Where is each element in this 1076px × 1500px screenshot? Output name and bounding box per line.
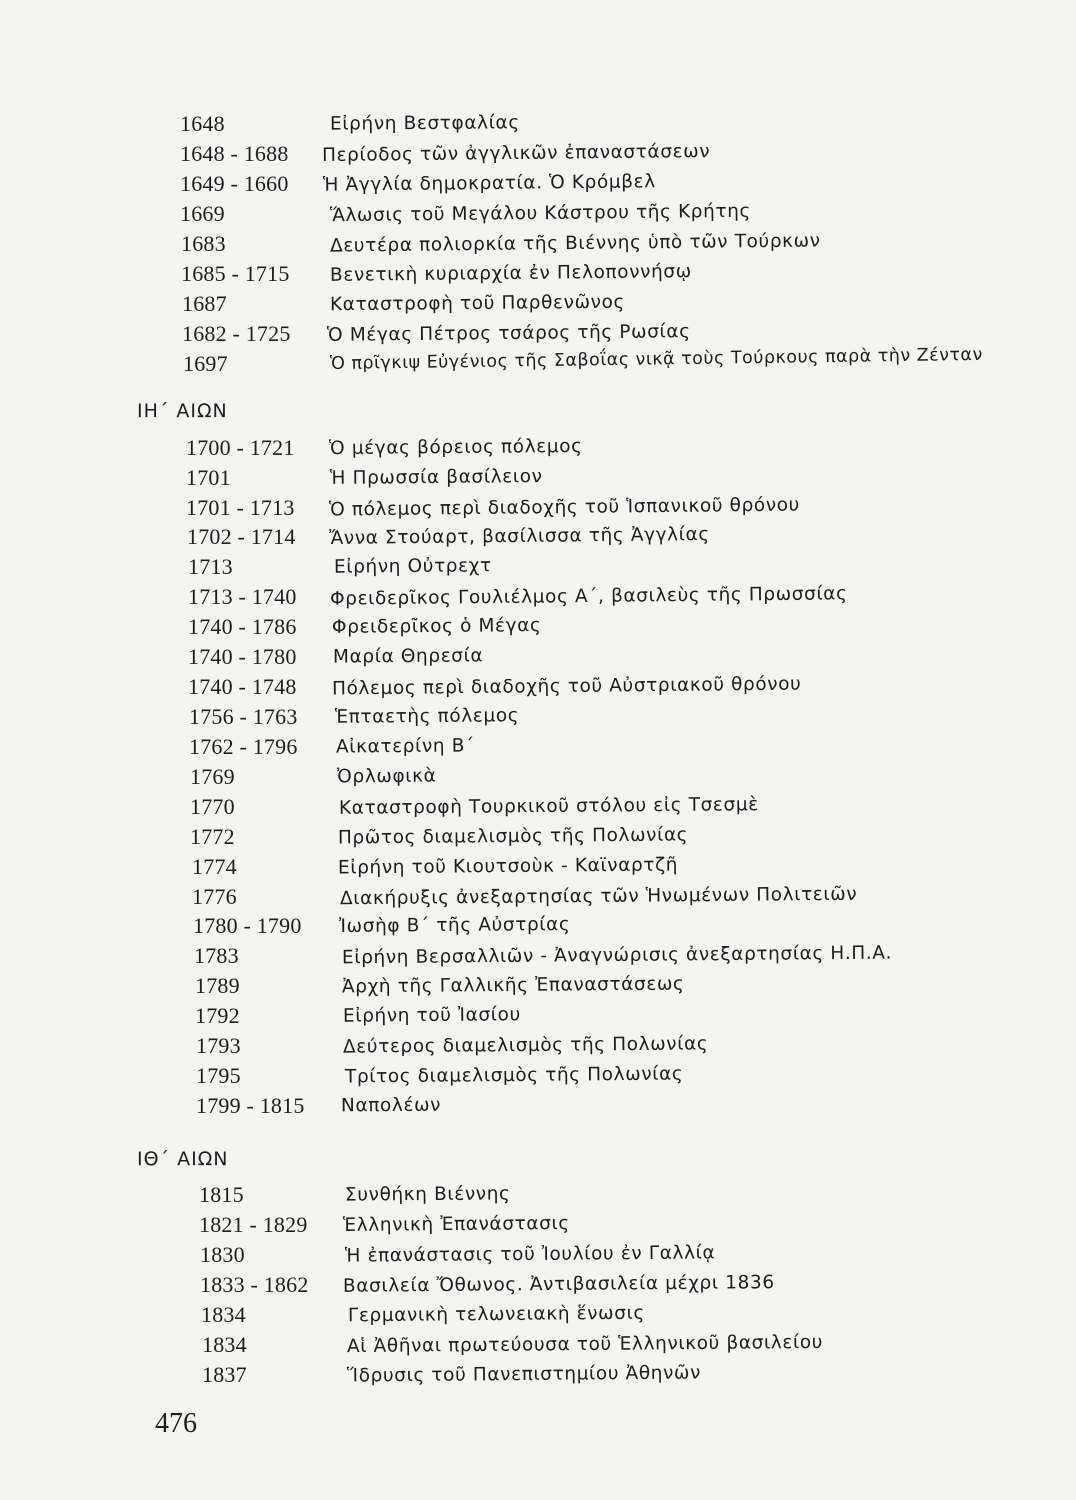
entry-event: Ἀρχὴ τῆς Γαλλικῆς Ἐπαναστάσεως bbox=[341, 973, 685, 998]
entry-date: 1756 - 1763 bbox=[189, 704, 298, 729]
entry-date: 1769 bbox=[190, 764, 235, 789]
entry-event: Ἰωσὴφ Β΄ τῆς Αὐστρίας bbox=[338, 913, 571, 938]
entry-date: 1834 bbox=[202, 1332, 247, 1357]
entry-date: 1783 bbox=[194, 943, 239, 968]
entry-event: Βασιλεία Ὄθωνος. Ἀντιβασιλεία μέχρι 1836 bbox=[342, 1272, 775, 1297]
century-heading: ΙΘ΄ ΑΙΩΝ bbox=[137, 1148, 229, 1170]
entry-date: 1697 bbox=[183, 351, 228, 376]
entry-event: Καταστροφὴ τοῦ Παρθενῶνος bbox=[329, 291, 626, 316]
entry-event: Εἰρήνη Βεστφαλίας bbox=[329, 112, 520, 135]
entry-event: Ἡ ἐπανάστασις τοῦ Ἰουλίου ἐν Γαλλίᾳ bbox=[344, 1242, 716, 1267]
entry-date: 1833 - 1862 bbox=[200, 1272, 309, 1297]
entry-date: 1792 bbox=[195, 1003, 240, 1028]
entry-event: Φρειδερῖκος ὁ Μέγας bbox=[331, 615, 542, 638]
entry-event: Περίοδος τῶν ἀγγλικῶν ἐπαναστάσεων bbox=[321, 140, 711, 167]
entry-event: Ὀρλωφικὰ bbox=[336, 765, 437, 788]
entry-event: Εἰρήνη τοῦ Ἰασίου bbox=[342, 1004, 521, 1027]
entry-date: 1648 - 1688 bbox=[180, 141, 289, 166]
entry-date: 1669 bbox=[180, 201, 225, 226]
entry-event: Ὁ Μέγας Πέτρος τσάρος τῆς Ρωσίας bbox=[326, 321, 691, 346]
entry-date: 1821 - 1829 bbox=[199, 1212, 308, 1237]
entry-event: Ἄννα Στούαρτ, βασίλισσα τῆς Ἀγγλίας bbox=[328, 524, 710, 549]
entry-date: 1700 - 1721 bbox=[186, 435, 295, 460]
entry-event: Συνθήκη Βιέννης bbox=[344, 1183, 511, 1206]
entry-event: Ὁ πόλεμος περὶ διαδοχῆς τοῦ Ἱσπανικοῦ θρόνου bbox=[328, 494, 801, 521]
entry-date: 1780 - 1790 bbox=[193, 913, 302, 938]
entry-date: 1795 bbox=[196, 1063, 241, 1088]
entry-event: Εἰρήνη τοῦ Κιουτσοὺκ - Καϊναρτζῆ bbox=[337, 854, 679, 879]
entry-date: 1687 bbox=[182, 291, 227, 316]
entry-date: 1701 bbox=[186, 465, 231, 490]
entry-date: 1701 - 1713 bbox=[186, 495, 295, 520]
entry-event: Ἅλωσις τοῦ Μεγάλου Κάστρου τῆς Κρήτης bbox=[329, 200, 752, 227]
entry-date: 1648 bbox=[180, 111, 225, 136]
entry-event: Ὁ μέγας βόρειος πόλεμος bbox=[328, 435, 583, 460]
entry-event: Ἡ Πρωσσία βασίλειον bbox=[329, 466, 543, 489]
entry-event: Εἰρήνη Βερσαλλιῶν - Ἀναγνώρισις ἀνεξαρτησίας Η.Π.Α. bbox=[341, 942, 893, 969]
entry-date: 1789 bbox=[195, 973, 240, 998]
entry-event: Φρειδερῖκος Γουλιέλμος Α΄, βασιλεὺς τῆς Πρωσσίας bbox=[329, 583, 848, 610]
entry-date: 1772 bbox=[190, 824, 235, 849]
entry-date: 1685 - 1715 bbox=[181, 261, 290, 286]
entry-event: Ἑλληνικὴ Ἐπανάστασις bbox=[342, 1213, 570, 1236]
entry-date: 1740 - 1780 bbox=[188, 644, 297, 669]
entry-date: 1815 bbox=[199, 1182, 244, 1207]
entry-event: Αἰκατερίνη Β΄ bbox=[335, 735, 475, 758]
entry-event: Ἵδρυσις τοῦ Πανεπιστημίου Ἀθηνῶν bbox=[346, 1362, 702, 1387]
entry-date: 1830 bbox=[200, 1242, 245, 1267]
entry-date: 1837 bbox=[202, 1362, 247, 1387]
entry-event: Πόλεμος περὶ διαδοχῆς τοῦ Αὐστριακοῦ θρόνου bbox=[331, 673, 802, 700]
entry-date: 1834 bbox=[201, 1302, 246, 1327]
entry-event: Ὁ πρῖγκιψ Εὐγένιος τῆς Σαβοΐας νικᾷ τοὺς Τούρκους παρὰ τὴν Ζένταν bbox=[329, 344, 983, 374]
century-heading: ΙΗ΄ ΑΙΩΝ bbox=[137, 400, 228, 422]
entry-date: 1740 - 1748 bbox=[188, 674, 297, 699]
entry-date: 1762 - 1796 bbox=[189, 734, 298, 759]
entry-date: 1649 - 1660 bbox=[180, 171, 289, 196]
page-number: 476 bbox=[155, 1408, 197, 1439]
entry-date: 1774 bbox=[192, 854, 237, 879]
entry-event: Διακήρυξις ἀνεξαρτησίας τῶν Ἡνωμένων Πολιτειῶν bbox=[339, 883, 858, 910]
entry-date: 1682 - 1725 bbox=[182, 321, 291, 346]
entry-event: Πρῶτος διαμελισμὸς τῆς Πολωνίας bbox=[337, 824, 689, 849]
entry-event: Δεύτερος διαμελισμὸς τῆς Πολωνίας bbox=[342, 1033, 709, 1058]
entry-event: Εἰρήνη Οὐτρεχτ bbox=[333, 555, 492, 578]
entry-event: Δευτέρα πολιορκία τῆς Βιέννης ὑπὸ τῶν Τούρκων bbox=[329, 230, 821, 257]
entry-date: 1702 - 1714 bbox=[187, 524, 296, 549]
entry-event: Ναπολέων bbox=[340, 1094, 442, 1117]
entry-event: Γερμανικὴ τελωνειακὴ ἕνωσις bbox=[347, 1302, 645, 1327]
entry-event: Καταστροφὴ Τουρκικοῦ στόλου εἰς Τσεσμὲ bbox=[338, 794, 759, 819]
entry-event: Ἡ Ἀγγλία δημοκρατία. Ὁ Κρόμβελ bbox=[322, 171, 656, 196]
entry-date: 1776 bbox=[192, 884, 237, 909]
entry-event: Μαρία Θηρεσία bbox=[332, 645, 484, 668]
entry-date: 1770 bbox=[190, 794, 235, 819]
entry-date: 1799 - 1815 bbox=[196, 1093, 305, 1118]
entry-event: Βενετικὴ κυριαρχία ἐν Πελοποννήσῳ bbox=[329, 261, 692, 286]
entry-date: 1683 bbox=[181, 231, 226, 256]
entry-date: 1713 bbox=[188, 554, 233, 579]
entry-date: 1793 bbox=[196, 1033, 241, 1058]
entry-event: Ἑπταετὴς πόλεμος bbox=[334, 705, 520, 728]
entry-date: 1740 - 1786 bbox=[188, 614, 297, 639]
entry-date: 1713 - 1740 bbox=[188, 584, 297, 609]
entry-event: Τρίτος διαμελισμὸς τῆς Πολωνίας bbox=[344, 1063, 684, 1088]
entry-event: Αἱ Ἀθῆναι πρωτεύουσα τοῦ Ἑλληνικοῦ βασιλείου bbox=[346, 1331, 824, 1358]
